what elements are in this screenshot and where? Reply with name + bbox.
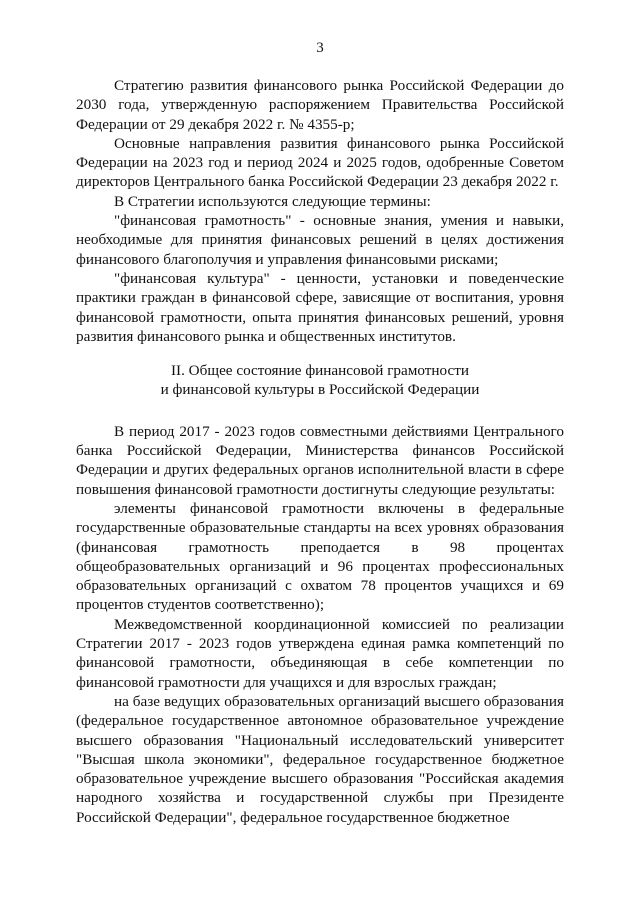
paragraph: "финансовая грамотность" - основные знания, умения и навыки, необходимые для принятия финансовых решений в целях достижения финансового благополучия и управления финансовыми рисками; [76,212,564,268]
section-heading [76,361,564,400]
page-number: 3 [316,40,324,56]
paragraph: Стратегию развития финансового рынка Российской Федерации до 2030 года, утвержденную распоряжением Правительства Российской Федерации от 29 декабря 2022 г. № 4355-р; [76,77,564,133]
section-heading-line-1: II. Общее состояние финансовой грамотности [170,362,470,380]
paragraph: Межведомственной координационной комиссией по реализации Стратегии 2017 - 2023 годов утверждена единая рамка компетенций по финансовой грамотности, объединяющая в себе компетенции по финансовой грамотности для учащихся и для взрослых граждан; [76,615,564,691]
paragraph: элементы финансовой грамотности включены в федеральные государственные образовательные стандарты на всех уровнях образования (финансовая грамотность преподается в 98 процентах общеобразовательных организаций и 96 процентах профессиональных образовательных организаций с охватом 78 процентов учащихся и 69 процентов студентов соответственно); [76,499,564,614]
paragraph: В Стратегии используются следующие термины: [114,192,431,210]
paragraph: "финансовая культура" - ценности, установки и поведенческие практики граждан в финансовой сфере, зависящие от воспитания, уровня финансовой грамотности, опыта принятия финансовых решений, уровня развития финансового рынка и общественных институтов. [76,269,564,345]
document-body [76,76,564,827]
paragraph: Основные направления развития финансового рынка Российской Федерации на 2023 год и период 2024 и 2025 годов, одобренные Советом директоров Центрального банка Российской Федерации 23 декабря 2022 г. [76,134,564,191]
paragraph: В период 2017 - 2023 годов совместными действиями Центрального банка Российской Федерации, Министерства финансов Российской Федерации и других федеральных органов исполнительной власти в сфере повышения финансовой грамотности достигнуты следующие результаты: [76,422,564,498]
section-heading-line-2: и финансовой культуры в Российской Федерации [160,381,480,399]
paragraph: на базе ведущих образовательных организаций высшего образования (федеральное государственное автономное образовательное учреждение высшего образования "Национальный исследовательский университет "Высшая школа экономики", федеральное государственное бюджетное образовательное учреждение высшего образования "Российская академия народного хозяйства и государственной службы при Президенте Российской Федерации", федеральное государственное бюджетное [76,692,564,826]
